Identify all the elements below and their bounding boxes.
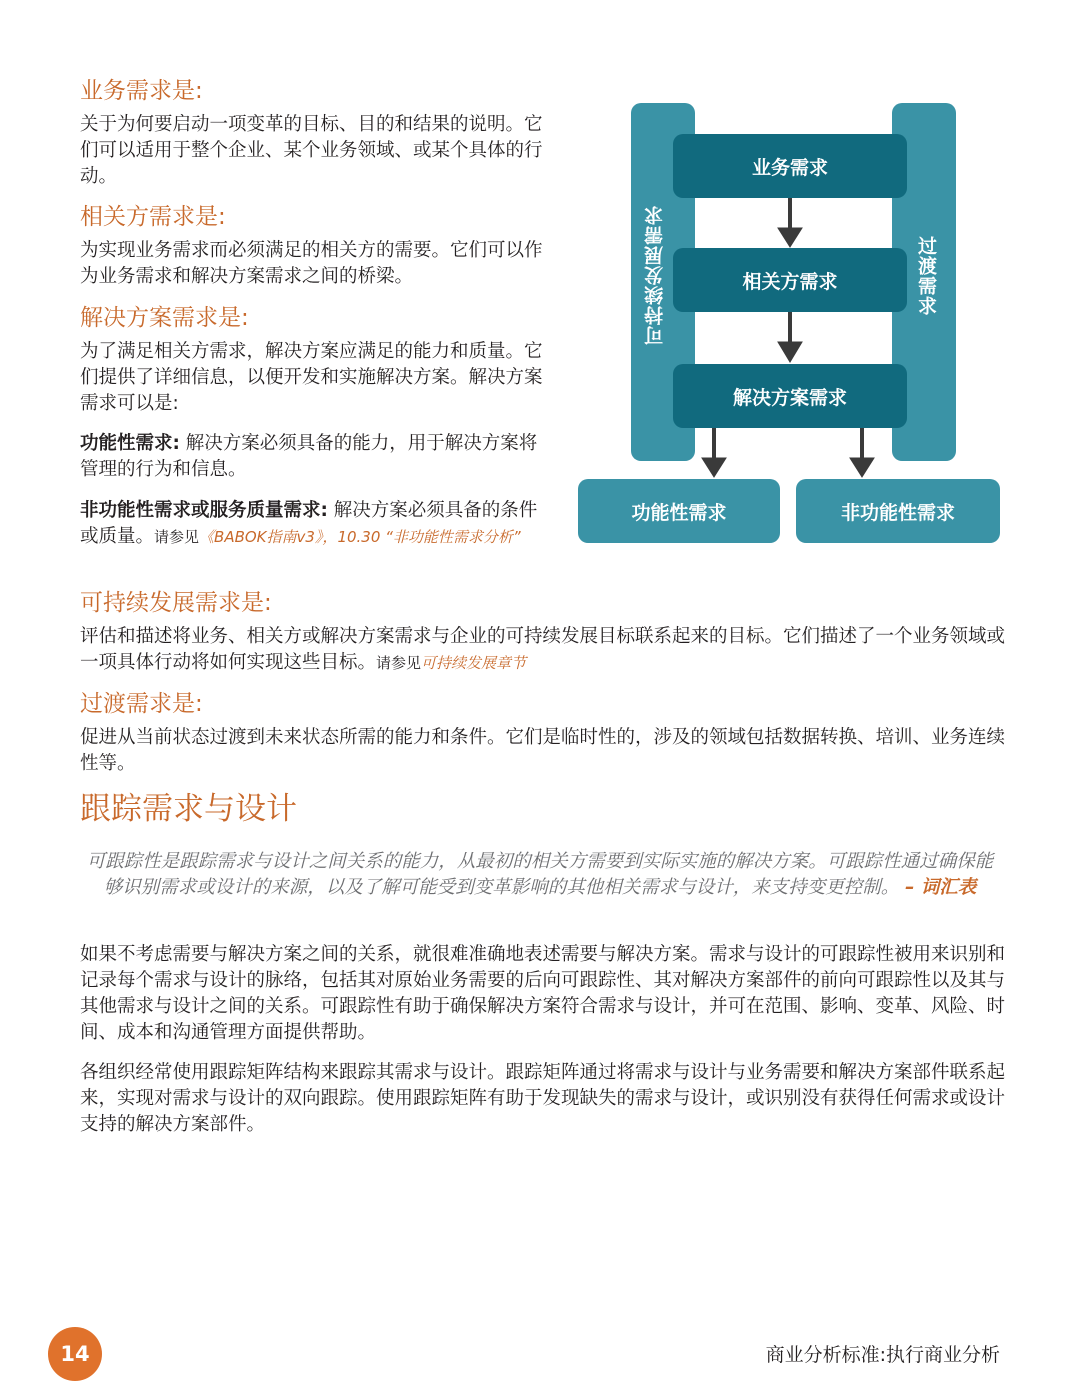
box-solution: 解决方案需求 — [673, 364, 907, 428]
tracing-quote-text: 可跟踪性是跟踪需求与设计之间关系的能力，从最初的相关方需要到实际实施的解决方案。可跟踪性通过确保能够识别需求或设计的来源，以及了解可能受到变革影响的其他相关需求与设计，来支持变更控制。 — [86, 851, 994, 898]
tracing-para-1: 如果不考虑需要与解决方案之间的关系，就很难准确地表述需要与解决方案。需求与设计的可跟踪性被用来识别和记录每个需求与设计的脉络，包括其对原始业务需要的后向可跟踪性、其对解决方案部件的前向可跟踪性以及其与其他需求与设计之间的关系。可跟踪性有助于确保解决方案符合需求与设计，并可在范围、影响、变革、风险、时间、成本和沟通管理方面提供帮助。 — [80, 944, 1006, 1043]
right-bar-label: 过渡需求 — [915, 236, 937, 316]
business-heading: 业务需求是: — [80, 78, 203, 104]
box-business: 业务需求 — [673, 134, 907, 198]
box-nonfunctional: 非功能性需求 — [796, 479, 1000, 543]
stakeholder-text: 为实现业务需求而必须满足的相关方的需要。它们可以作为业务需求和解决方案需求之间的桥梁。 — [80, 240, 543, 287]
arrow-1-head-icon — [778, 228, 802, 247]
tracing-para-2: 各组织经常使用跟踪矩阵结构来跟踪其需求与设计。跟踪矩阵通过将需求与设计与业务需要和解决方案部件联系起来，实现对需求与设计的双向跟踪。使用跟踪矩阵有助于发现缺失的需求与设计，或识别没有获得任何需求或设计支持的解决方案部件。 — [80, 1062, 1006, 1135]
stakeholder-heading: 相关方需求是: — [80, 204, 226, 230]
arrow-4-head-icon — [850, 458, 874, 477]
functional-text: 解决方案必须具备的能力，用于解决方案将管理的行为和信息。 — [80, 433, 538, 480]
transition-text: 促进从当前状态过渡到未来状态所需的能力和条件。它们是临时性的，涉及的领域包括数据转换、培训、业务连续性等。 — [80, 727, 1006, 774]
arrow-3-head-icon — [702, 458, 726, 477]
nonfunctional-ref-prefix: 请参见 — [154, 528, 200, 546]
tracing-quote — [80, 849, 1000, 901]
solution-text: 为了满足相关方需求，解决方案应满足的能力和质量。它们提供了详细信息，以便开发和实施解决方案。解决方案需求可以是: — [80, 341, 543, 414]
box-functional: 功能性需求 — [578, 479, 780, 543]
functional-label: 功能性需求: — [80, 433, 180, 454]
left-bar-label: 可持续发展需求 — [644, 205, 666, 345]
sustainability-text — [80, 624, 1005, 676]
arrow-2-head-icon — [778, 342, 802, 362]
nonfunctional-text: 解决方案必须具备的条件或质量。 — [80, 500, 538, 547]
nonfunctional-ref-link[interactable]: 《BABOK指南v3》，10.30 “非功能性需求分析” — [199, 528, 521, 546]
sustainability-body: 评估和描述将业务、相关方或解决方案需求与企业的可持续发展目标联系起来的目标。它们描述了一个业务领域或一项具体行动将如何实现这些目标。 — [80, 626, 1006, 673]
business-text: 关于为何要启动一项变革的目标、目的和结果的说明。它们可以适用于整个企业、某个业务领域、或某个具体的行动。 — [80, 114, 543, 187]
page-number-badge: 14 — [48, 1327, 102, 1381]
tracing-title: 跟踪需求与设计 — [80, 791, 297, 827]
box-stakeholder: 相关方需求 — [673, 248, 907, 312]
sustainability-ref-link[interactable]: 可持续发展章节 — [421, 654, 527, 672]
footer-title: 商业分析标准:执行商业分析 — [765, 1344, 1000, 1366]
sustainability-heading: 可持续发展需求是: — [80, 590, 272, 616]
tracing-quote-source[interactable]: – 词汇表 — [905, 877, 977, 898]
nonfunctional-label: 非功能性需求或服务质量需求: — [80, 500, 328, 521]
diagram-arrows — [0, 0, 1080, 560]
sustainability-ref-prefix: 请参见 — [376, 654, 422, 672]
solution-heading: 解决方案需求是: — [80, 305, 249, 331]
transition-heading: 过渡需求是: — [80, 691, 203, 717]
